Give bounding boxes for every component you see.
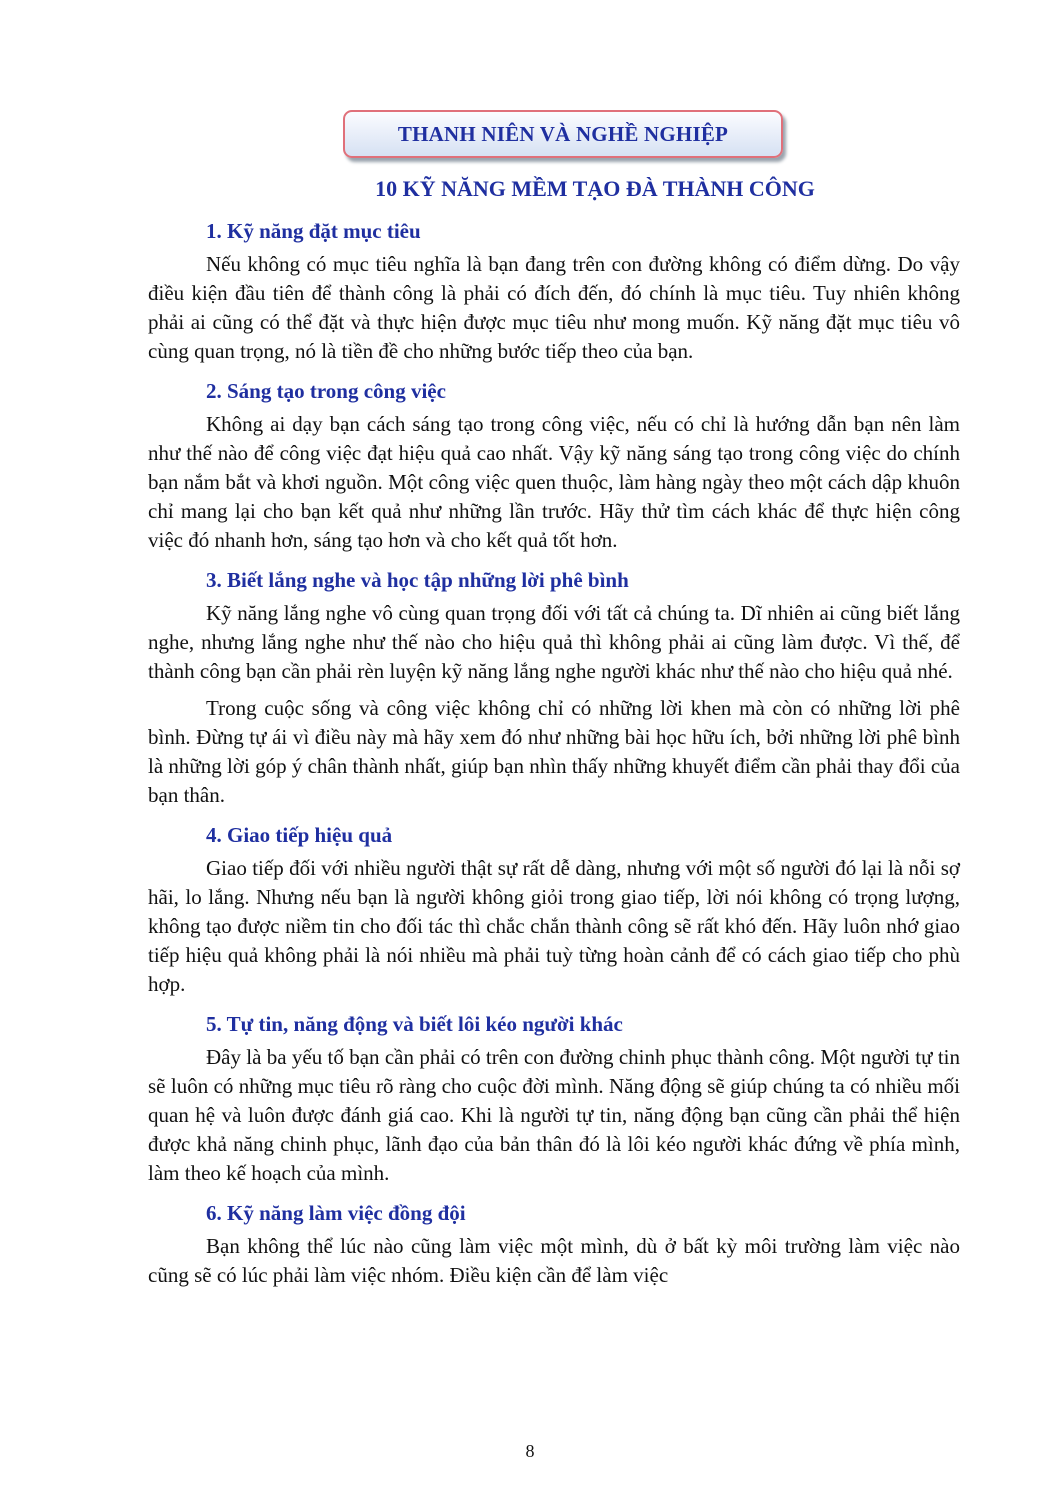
section-banner-box [343,110,783,158]
section-3 [148,563,960,810]
section-1 [148,214,960,366]
paragraph: Đây là ba yếu tố bạn cần phải có trên con đường chinh phục thành công. Một người tự tin sẽ luôn có những mục tiêu rõ ràng cho cuộc đời mình. Năng động sẽ giúp chúng ta có nhiều mối quan hệ và luôn được đánh giá cao. Khi là người tự tin, năng động bạn cũng cần phải thể hiện được khả năng chinh phục, lãnh đạo của bản thân đó là lôi kéo người khác đứng về phía mình, làm theo kế hoạch của mình. [148,1045,960,1185]
section-heading: 3. Biết lắng nghe và học tập những lời phê bình [206,568,629,592]
paragraph: Bạn không thể lúc nào cũng làm việc một mình, dù ở bất kỳ môi trường làm việc nào cũng sẽ có lúc phải làm việc nhóm. Điều kiện cần để làm việc [148,1234,960,1287]
paragraph: Trong cuộc sống và công việc không chỉ có những lời khen mà còn có những lời phê bình. Đừng tự ái vì điều này mà hãy xem đó như những bài học hữu ích, bởi những lời phê bình là những lời góp ý chân thành nhất, giúp bạn nhìn thấy những khuyết điểm cần phải thay đổi của bạn thân. [148,696,960,807]
article-body [148,214,960,1298]
paragraph: Nếu không có mục tiêu nghĩa là bạn đang trên con đường không có điểm dừng. Do vậy điều kiện đầu tiên để thành công là phải có đích đến, đó chính là mục tiêu. Tuy nhiên không phải ai cũng có thể đặt và thực hiện được mục tiêu như mong muốn. Kỹ năng đặt mục tiêu vô cùng quan trọng, nó là tiền đề cho những bước tiếp theo của bạn. [148,252,960,363]
page-title: 10 KỸ NĂNG MỀM TẠO ĐÀ THÀNH CÔNG [375,176,815,201]
section-heading: 6. Kỹ năng làm việc đồng đội [206,1201,466,1225]
section-5 [148,1007,960,1188]
section-heading: 5. Tự tin, năng động và biết lôi kéo người khác [206,1012,623,1036]
paragraph: Kỹ năng lắng nghe vô cùng quan trọng đối với tất cả chúng ta. Dĩ nhiên ai cũng biết lắng nghe, nhưng lắng nghe như thế nào cho hiệu quả thì không phải ai cũng làm được. Vì thế, để thành công bạn cần phải rèn luyện kỹ năng lắng nghe người khác như thế nào cho hiệu quả nhé. [148,601,960,683]
paragraph: Không ai dạy bạn cách sáng tạo trong công việc, nếu có chỉ là hướng dẫn bạn nên làm như thế nào để công việc đạt hiệu quả cao nhất. Vậy kỹ năng sáng tạo trong công việc do chính bạn nắm bắt và khơi nguồn. Một công việc quen thuộc, làm hàng ngày theo một cách dập khuôn chỉ mang lại cho bạn kết quả như những lần trước. Hãy thử tìm cách khác để thực hiện công việc đó nhanh hơn, sáng tạo hơn và cho kết quả tốt hơn. [148,412,960,552]
paragraph: Giao tiếp đối với nhiều người thật sự rất dễ dàng, nhưng với một số người đó lại là nỗi sợ hãi, lo lắng. Nhưng nếu bạn là người không giỏi trong giao tiếp, lời nói không có trọng lượng, không tạo được niềm tin cho đối tác thì chắc chắn thành công sẽ rất khó đến. Hãy luôn nhớ giao tiếp hiệu quả không phải là nói nhiều mà phải tuỳ từng hoàn cảnh để có cách giao tiếp cho phù hợp. [148,856,960,996]
page-number: 8 [525,1441,535,1461]
section-heading: 4. Giao tiếp hiệu quả [206,823,393,847]
section-4 [148,818,960,999]
section-heading: 1. Kỹ năng đặt mục tiêu [206,219,421,243]
section-banner [343,110,785,160]
section-2 [148,374,960,555]
section-banner-text: THANH NIÊN VÀ NGHỀ NGHIỆP [397,121,729,146]
section-6 [148,1196,960,1290]
section-heading: 2. Sáng tạo trong công việc [206,379,446,403]
